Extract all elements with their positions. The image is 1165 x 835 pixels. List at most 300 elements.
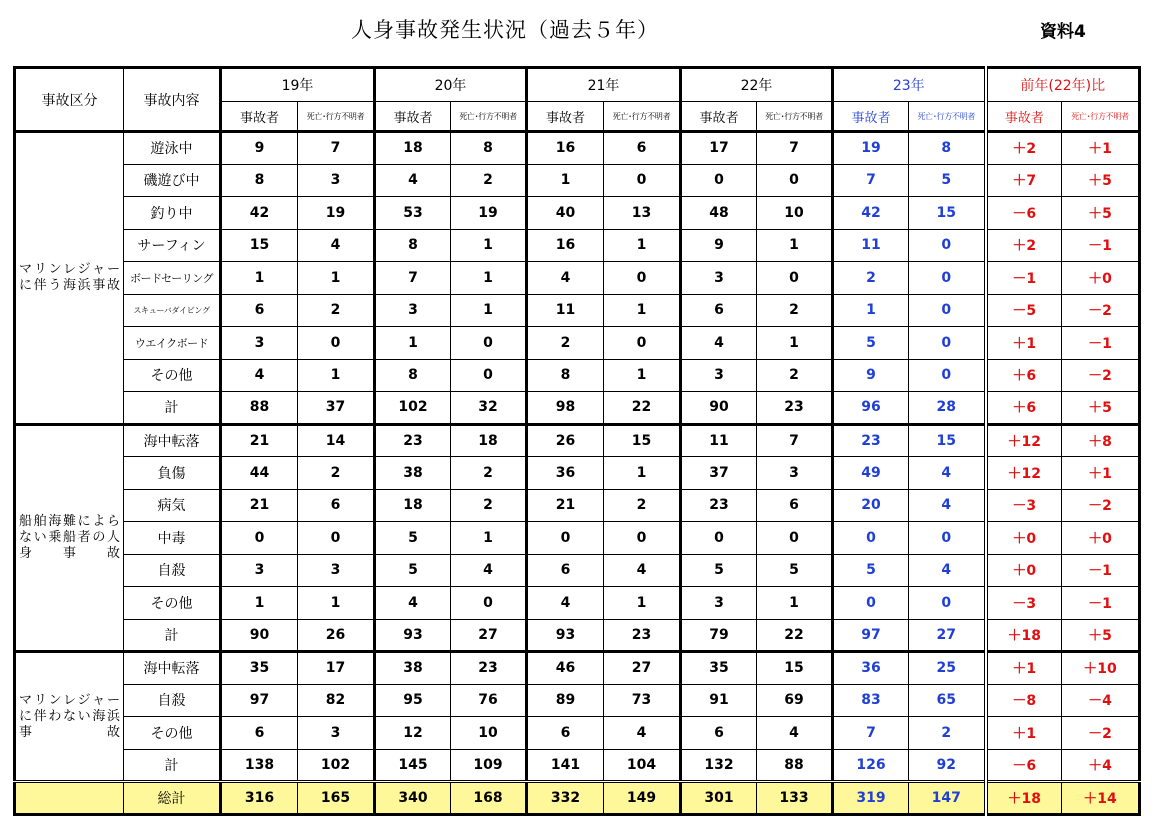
fatalities-value: 2 <box>298 294 375 327</box>
category-header: 事故区分 <box>15 68 124 132</box>
fatalities-value: 23 <box>604 619 681 652</box>
fatalities-diff: ＋5 <box>1062 164 1140 197</box>
accidents-diff: ＋7 <box>986 164 1062 197</box>
fatalities-value: 168 <box>451 782 527 815</box>
fatalities-value: 25 <box>909 652 986 685</box>
accidents-value: 141 <box>527 749 604 782</box>
item-cell: 海中転落 <box>124 652 221 685</box>
fatalities-value: 1 <box>298 587 375 620</box>
accidents-value: 35 <box>221 652 298 685</box>
accident-table <box>13 66 1141 816</box>
accidents-value: 36 <box>833 652 909 685</box>
item-cell: 海中転落 <box>124 424 221 457</box>
accidents-value: 2 <box>833 262 909 295</box>
fatalities-value: 1 <box>604 359 681 392</box>
accidents-value: 90 <box>681 392 757 425</box>
fatalities-value: 82 <box>298 684 375 717</box>
accidents-value: 0 <box>681 164 757 197</box>
fatalities-value: 0 <box>909 359 986 392</box>
accidents-diff: －8 <box>986 684 1062 717</box>
fatalities-value: 5 <box>909 164 986 197</box>
table-row <box>15 262 1140 295</box>
fatalities-value: 7 <box>757 132 833 165</box>
fatalities-value: 23 <box>451 652 527 685</box>
item-cell: ウエイクボード <box>124 327 221 360</box>
accidents-value: 5 <box>833 554 909 587</box>
fatalities-value: 0 <box>451 587 527 620</box>
accidents-value: 44 <box>221 457 298 490</box>
fatalities-value: 4 <box>298 229 375 262</box>
accidents-value: 19 <box>833 132 909 165</box>
fatalities-value: 133 <box>757 782 833 815</box>
accidents-value: 2 <box>527 327 604 360</box>
accidents-value: 20 <box>833 489 909 522</box>
accidents-value: 23 <box>833 424 909 457</box>
accidents-value: 16 <box>527 132 604 165</box>
category-label: マリンレジャーに伴わない海浜事故 <box>19 692 120 740</box>
accidents-diff: －6 <box>986 197 1062 230</box>
fatalities-diff: ＋14 <box>1062 782 1140 815</box>
accidents-value: 6 <box>681 294 757 327</box>
fatalities-value: 32 <box>451 392 527 425</box>
fatalities-value: 1 <box>298 359 375 392</box>
fatalities-subheader: 死亡･行方不明者 <box>604 102 681 132</box>
accidents-diff: ＋12 <box>986 424 1062 457</box>
accidents-diff: ＋0 <box>986 554 1062 587</box>
fatalities-diff: ＋10 <box>1062 652 1140 685</box>
accidents-value: 8 <box>375 359 451 392</box>
table-row <box>15 619 1140 652</box>
fatalities-diff: －1 <box>1062 554 1140 587</box>
category-cell <box>15 132 124 425</box>
accidents-value: 132 <box>681 749 757 782</box>
fatalities-diff: －4 <box>1062 684 1140 717</box>
fatalities-diff: －1 <box>1062 587 1140 620</box>
fatalities-value: 1 <box>298 262 375 295</box>
accidents-value: 38 <box>375 652 451 685</box>
year-header-23: 23年 <box>833 68 986 102</box>
accidents-subheader: 事故者 <box>833 102 909 132</box>
fatalities-diff: ＋8 <box>1062 424 1140 457</box>
fatalities-value: 1 <box>451 522 527 555</box>
fatalities-value: 1 <box>604 457 681 490</box>
fatalities-value: 2 <box>604 489 681 522</box>
item-cell: 計 <box>124 619 221 652</box>
accidents-value: 15 <box>221 229 298 262</box>
fatalities-value: 88 <box>757 749 833 782</box>
accidents-value: 9 <box>681 229 757 262</box>
fatalities-value: 0 <box>757 262 833 295</box>
fatalities-value: 3 <box>298 554 375 587</box>
item-cell: その他 <box>124 359 221 392</box>
fatalities-diff: －2 <box>1062 294 1140 327</box>
fatalities-value: 3 <box>298 164 375 197</box>
accidents-value: 3 <box>221 554 298 587</box>
fatalities-value: 92 <box>909 749 986 782</box>
fatalities-value: 1 <box>451 262 527 295</box>
table-row <box>15 684 1140 717</box>
accidents-value: 23 <box>375 424 451 457</box>
accidents-value: 17 <box>681 132 757 165</box>
accidents-value: 3 <box>681 262 757 295</box>
accidents-diff: －3 <box>986 587 1062 620</box>
fatalities-value: 18 <box>451 424 527 457</box>
fatalities-diff: ＋1 <box>1062 132 1140 165</box>
fatalities-value: 15 <box>604 424 681 457</box>
accidents-value: 36 <box>527 457 604 490</box>
fatalities-value: 1 <box>757 229 833 262</box>
fatalities-value: 7 <box>757 424 833 457</box>
accidents-value: 6 <box>527 554 604 587</box>
accidents-value: 42 <box>221 197 298 230</box>
accidents-value: 7 <box>375 262 451 295</box>
accidents-value: 96 <box>833 392 909 425</box>
fatalities-diff: －2 <box>1062 359 1140 392</box>
accidents-value: 332 <box>527 782 604 815</box>
accidents-value: 21 <box>221 489 298 522</box>
accidents-value: 4 <box>375 587 451 620</box>
fatalities-value: 0 <box>298 522 375 555</box>
fatalities-value: 37 <box>298 392 375 425</box>
accidents-value: 1 <box>221 262 298 295</box>
accidents-value: 21 <box>527 489 604 522</box>
accidents-value: 49 <box>833 457 909 490</box>
item-cell: 計 <box>124 749 221 782</box>
fatalities-value: 4 <box>604 554 681 587</box>
accidents-value: 4 <box>375 164 451 197</box>
item-cell: 遊泳中 <box>124 132 221 165</box>
accidents-value: 93 <box>527 619 604 652</box>
fatalities-value: 0 <box>757 522 833 555</box>
accidents-value: 102 <box>375 392 451 425</box>
fatalities-value: 6 <box>298 489 375 522</box>
accidents-diff: ＋6 <box>986 359 1062 392</box>
fatalities-value: 13 <box>604 197 681 230</box>
fatalities-value: 28 <box>909 392 986 425</box>
table-row <box>15 359 1140 392</box>
fatalities-value: 0 <box>909 327 986 360</box>
accidents-value: 7 <box>833 717 909 750</box>
fatalities-value: 2 <box>451 457 527 490</box>
fatalities-value: 19 <box>298 197 375 230</box>
accidents-value: 5 <box>833 327 909 360</box>
year-header-21: 21年 <box>527 68 681 102</box>
accidents-value: 3 <box>681 587 757 620</box>
total-category-cell <box>15 782 124 815</box>
accidents-value: 0 <box>833 522 909 555</box>
accidents-diff: ＋0 <box>986 522 1062 555</box>
table-row <box>15 197 1140 230</box>
accidents-value: 4 <box>527 587 604 620</box>
fatalities-value: 17 <box>298 652 375 685</box>
fatalities-value: 8 <box>909 132 986 165</box>
fatalities-subheader: 死亡･行方不明者 <box>1062 102 1140 132</box>
accidents-value: 11 <box>681 424 757 457</box>
table-row <box>15 457 1140 490</box>
fatalities-diff: ＋5 <box>1062 197 1140 230</box>
fatalities-subheader: 死亡･行方不明者 <box>909 102 986 132</box>
fatalities-value: 0 <box>451 359 527 392</box>
fatalities-subheader: 死亡･行方不明者 <box>298 102 375 132</box>
fatalities-value: 27 <box>451 619 527 652</box>
fatalities-value: 10 <box>757 197 833 230</box>
fatalities-value: 1 <box>604 587 681 620</box>
table-row <box>15 164 1140 197</box>
accidents-value: 53 <box>375 197 451 230</box>
fatalities-diff: ＋4 <box>1062 749 1140 782</box>
accidents-subheader: 事故者 <box>527 102 604 132</box>
accidents-value: 42 <box>833 197 909 230</box>
accidents-diff: ＋2 <box>986 132 1062 165</box>
accidents-value: 0 <box>221 522 298 555</box>
accidents-value: 5 <box>681 554 757 587</box>
table-row <box>15 749 1140 782</box>
accidents-diff: ＋2 <box>986 229 1062 262</box>
accidents-value: 97 <box>833 619 909 652</box>
table-row <box>15 294 1140 327</box>
accidents-value: 83 <box>833 684 909 717</box>
fatalities-diff: －1 <box>1062 229 1140 262</box>
accidents-value: 6 <box>681 717 757 750</box>
table-row <box>15 327 1140 360</box>
accidents-value: 1 <box>221 587 298 620</box>
fatalities-value: 7 <box>298 132 375 165</box>
item-cell: 釣り中 <box>124 197 221 230</box>
accidents-value: 8 <box>221 164 298 197</box>
accidents-value: 95 <box>375 684 451 717</box>
total-row <box>15 782 1140 815</box>
table-row <box>15 652 1140 685</box>
fatalities-value: 4 <box>451 554 527 587</box>
fatalities-value: 6 <box>757 489 833 522</box>
accidents-value: 6 <box>527 717 604 750</box>
accidents-value: 319 <box>833 782 909 815</box>
year-header-19: 19年 <box>221 68 375 102</box>
accidents-value: 97 <box>221 684 298 717</box>
fatalities-value: 0 <box>909 262 986 295</box>
fatalities-value: 1 <box>757 587 833 620</box>
accidents-value: 12 <box>375 717 451 750</box>
fatalities-value: 1 <box>451 294 527 327</box>
accidents-diff: ＋1 <box>986 652 1062 685</box>
item-cell: その他 <box>124 587 221 620</box>
accidents-value: 40 <box>527 197 604 230</box>
fatalities-value: 3 <box>757 457 833 490</box>
accidents-value: 1 <box>375 327 451 360</box>
fatalities-value: 4 <box>909 457 986 490</box>
table-row <box>15 554 1140 587</box>
fatalities-value: 1 <box>604 229 681 262</box>
fatalities-value: 19 <box>451 197 527 230</box>
fatalities-value: 165 <box>298 782 375 815</box>
accidents-value: 5 <box>375 554 451 587</box>
accidents-value: 11 <box>527 294 604 327</box>
accidents-value: 1 <box>527 164 604 197</box>
accidents-value: 4 <box>527 262 604 295</box>
accidents-value: 11 <box>833 229 909 262</box>
fatalities-value: 22 <box>757 619 833 652</box>
accidents-value: 8 <box>527 359 604 392</box>
fatalities-diff: ＋5 <box>1062 392 1140 425</box>
accidents-value: 18 <box>375 132 451 165</box>
fatalities-value: 149 <box>604 782 681 815</box>
accidents-value: 3 <box>375 294 451 327</box>
accidents-diff: ＋18 <box>986 782 1062 815</box>
accidents-value: 23 <box>681 489 757 522</box>
fatalities-value: 3 <box>298 717 375 750</box>
fatalities-value: 0 <box>604 522 681 555</box>
fatalities-value: 15 <box>909 424 986 457</box>
fatalities-value: 0 <box>757 164 833 197</box>
item-cell: 負傷 <box>124 457 221 490</box>
accidents-value: 48 <box>681 197 757 230</box>
accidents-subheader: 事故者 <box>986 102 1062 132</box>
fatalities-value: 65 <box>909 684 986 717</box>
accidents-subheader: 事故者 <box>221 102 298 132</box>
item-cell: 磯遊び中 <box>124 164 221 197</box>
fatalities-value: 22 <box>604 392 681 425</box>
fatalities-value: 4 <box>604 717 681 750</box>
accidents-value: 46 <box>527 652 604 685</box>
fatalities-value: 109 <box>451 749 527 782</box>
fatalities-diff: ＋0 <box>1062 522 1140 555</box>
fatalities-value: 0 <box>909 587 986 620</box>
accidents-value: 9 <box>221 132 298 165</box>
accidents-diff: －6 <box>986 749 1062 782</box>
accidents-diff: ＋1 <box>986 717 1062 750</box>
item-cell: 中毒 <box>124 522 221 555</box>
fatalities-value: 5 <box>757 554 833 587</box>
accidents-subheader: 事故者 <box>681 102 757 132</box>
item-cell: ボードセーリング <box>124 262 221 295</box>
comparison-header: 前年(22年)比 <box>986 68 1140 102</box>
item-cell: 自殺 <box>124 554 221 587</box>
fatalities-value: 2 <box>757 294 833 327</box>
accidents-diff: －3 <box>986 489 1062 522</box>
item-cell: その他 <box>124 717 221 750</box>
accidents-value: 90 <box>221 619 298 652</box>
fatalities-value: 0 <box>909 229 986 262</box>
fatalities-value: 4 <box>757 717 833 750</box>
accidents-value: 5 <box>375 522 451 555</box>
fatalities-value: 15 <box>757 652 833 685</box>
fatalities-value: 0 <box>909 294 986 327</box>
accidents-value: 6 <box>221 717 298 750</box>
fatalities-value: 104 <box>604 749 681 782</box>
accidents-subheader: 事故者 <box>375 102 451 132</box>
fatalities-value: 0 <box>604 327 681 360</box>
item-cell: 自殺 <box>124 684 221 717</box>
category-label: 船舶海難によらない乗船者の人身事故 <box>19 513 120 561</box>
fatalities-value: 2 <box>451 164 527 197</box>
fatalities-value: 0 <box>451 327 527 360</box>
fatalities-value: 147 <box>909 782 986 815</box>
fatalities-value: 14 <box>298 424 375 457</box>
fatalities-subheader: 死亡･行方不明者 <box>451 102 527 132</box>
fatalities-diff: ＋1 <box>1062 457 1140 490</box>
accidents-value: 26 <box>527 424 604 457</box>
accidents-diff: －5 <box>986 294 1062 327</box>
fatalities-value: 8 <box>451 132 527 165</box>
category-cell <box>15 652 124 782</box>
accidents-value: 0 <box>681 522 757 555</box>
table-row <box>15 424 1140 457</box>
fatalities-value: 6 <box>604 132 681 165</box>
accidents-value: 93 <box>375 619 451 652</box>
table-row <box>15 489 1140 522</box>
fatalities-value: 23 <box>757 392 833 425</box>
accidents-value: 0 <box>833 587 909 620</box>
accidents-value: 98 <box>527 392 604 425</box>
accidents-diff: ＋18 <box>986 619 1062 652</box>
accidents-value: 1 <box>833 294 909 327</box>
fatalities-value: 0 <box>604 164 681 197</box>
fatalities-value: 10 <box>451 717 527 750</box>
year-header-22: 22年 <box>681 68 833 102</box>
fatalities-value: 76 <box>451 684 527 717</box>
fatalities-value: 1 <box>757 327 833 360</box>
accidents-value: 4 <box>681 327 757 360</box>
accidents-value: 8 <box>375 229 451 262</box>
table-row <box>15 587 1140 620</box>
fatalities-value: 0 <box>909 522 986 555</box>
item-cell: サーフィン <box>124 229 221 262</box>
fatalities-diff: －2 <box>1062 717 1140 750</box>
fatalities-diff: －1 <box>1062 327 1140 360</box>
accidents-value: 0 <box>527 522 604 555</box>
fatalities-value: 1 <box>451 229 527 262</box>
accidents-value: 145 <box>375 749 451 782</box>
item-cell: 総計 <box>124 782 221 815</box>
accidents-diff: ＋12 <box>986 457 1062 490</box>
accidents-value: 301 <box>681 782 757 815</box>
accidents-value: 340 <box>375 782 451 815</box>
accidents-value: 88 <box>221 392 298 425</box>
accidents-value: 79 <box>681 619 757 652</box>
accidents-value: 316 <box>221 782 298 815</box>
content-header: 事故内容 <box>124 68 221 132</box>
accidents-diff: ＋6 <box>986 392 1062 425</box>
fatalities-value: 4 <box>909 489 986 522</box>
accidents-value: 7 <box>833 164 909 197</box>
fatalities-value: 26 <box>298 619 375 652</box>
fatalities-value: 27 <box>604 652 681 685</box>
fatalities-value: 27 <box>909 619 986 652</box>
accidents-value: 18 <box>375 489 451 522</box>
fatalities-value: 2 <box>909 717 986 750</box>
table-row <box>15 132 1140 165</box>
accidents-value: 21 <box>221 424 298 457</box>
fatalities-diff: ＋5 <box>1062 619 1140 652</box>
category-cell <box>15 424 124 652</box>
page-title: 人身事故発生状況（過去５年） <box>351 18 659 42</box>
accidents-value: 16 <box>527 229 604 262</box>
fatalities-value: 69 <box>757 684 833 717</box>
fatalities-value: 2 <box>757 359 833 392</box>
year-header-20: 20年 <box>375 68 527 102</box>
table-row <box>15 229 1140 262</box>
accidents-value: 89 <box>527 684 604 717</box>
fatalities-value: 102 <box>298 749 375 782</box>
item-cell: スキューバダイビング <box>124 294 221 327</box>
fatalities-value: 2 <box>298 457 375 490</box>
accidents-value: 3 <box>681 359 757 392</box>
fatalities-value: 0 <box>298 327 375 360</box>
fatalities-value: 4 <box>909 554 986 587</box>
accidents-value: 6 <box>221 294 298 327</box>
fatalities-value: 0 <box>604 262 681 295</box>
document-reference: 資料4 <box>1040 22 1086 42</box>
